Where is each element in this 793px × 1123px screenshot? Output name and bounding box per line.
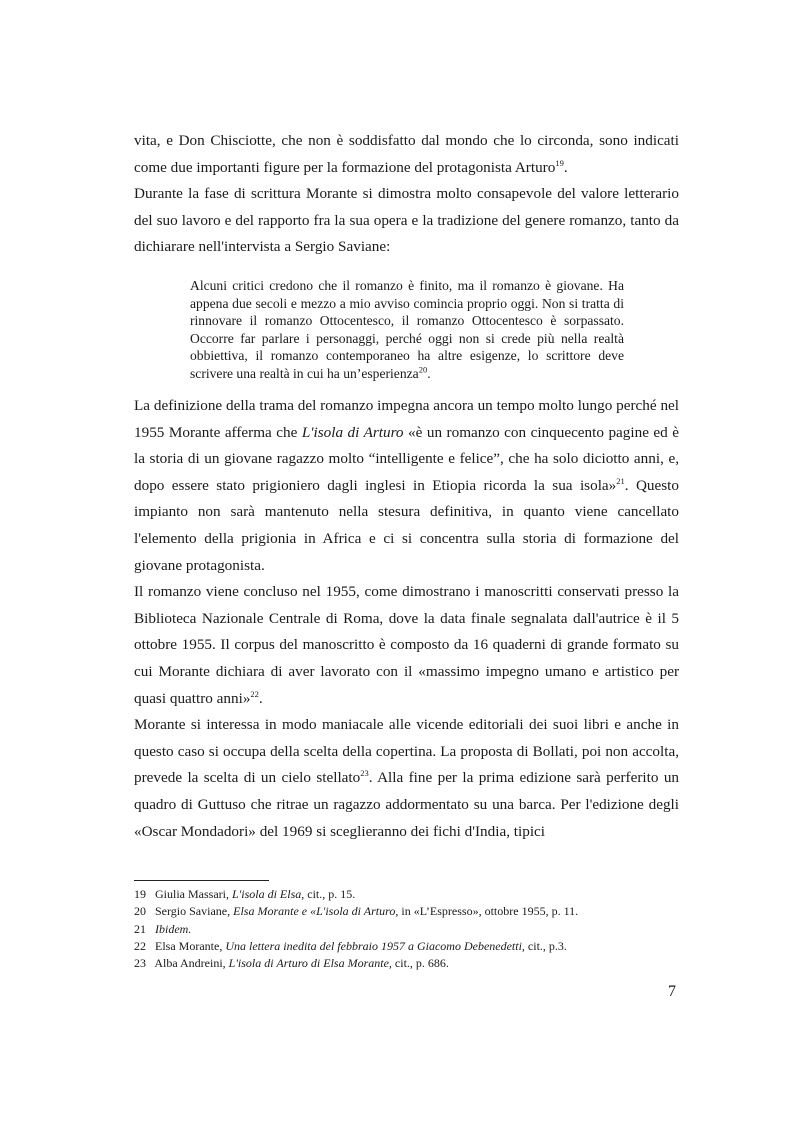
footnote-author: Elsa Morante,	[155, 938, 226, 953]
footnote-title: Ibidem.	[155, 921, 192, 936]
paragraph-2: Durante la fase di scrittura Morante si dimostra molto consapevole del valore letterario del suo lavoro e del rapporto fra la sua opera e la tradizione del genere romanzo, tanto da dichiarare nell'intervista a Sergio Saviane:	[134, 185, 679, 256]
quote-end: .	[427, 365, 431, 381]
paragraph-4-after: .	[258, 689, 263, 707]
footnote-title: L'isola di Elsa,	[232, 887, 305, 901]
footnote-title: Una lettera inedita del febbraio 1957 a Giacomo Debenedetti,	[225, 938, 525, 953]
footnote-author: Sergio Saviane,	[155, 904, 234, 919]
paragraph-3-after: . Questo impianto non sarà mantenuto nella stesura definitiva, in quanto viene cancellato l'elemento della prigionia in Africa e ci si concentra sulla storia di formazione del giovane protagonista.	[134, 476, 679, 574]
paragraph-5	[134, 712, 679, 845]
footnote-title: L'isola di Arturo di Elsa Morante,	[228, 956, 392, 971]
footnote-22	[134, 938, 694, 955]
quote-text: Alcuni critici credono che il romanzo è finito, ma il romanzo è giovane. Ha appena due secoli e mezzo a mio avviso comincia proprio oggi. Non si tratta di rinnovare il romanzo Ottocentesco, il romanzo Ottocentesco è sorpassato. Occorre far parlare i personaggi, perché oggi non si crede più nella realtà obbiettiva, il romanzo contemporaneo ha altre esigenze, lo scrittore deve scrivere una realtà in cui ha un’esperienza	[190, 278, 624, 381]
footnotes-list	[134, 886, 694, 972]
footnote-separator	[134, 880, 269, 881]
footnote-number: 22	[134, 938, 146, 953]
footnote-ref: cit., p. 15.	[304, 887, 356, 901]
paragraph-4	[134, 579, 679, 712]
footnote-ref-20[interactable]: 20	[418, 364, 428, 375]
paragraph-1-text: vita, e Don Chisciotte, che non è soddisfatto dal mondo che lo circonda, sono indicati come due importanti figure per la formazione del protagonista Arturo	[134, 132, 679, 176]
paragraph-1-end: .	[563, 158, 568, 176]
footnote-21	[134, 921, 694, 938]
page-number: 7	[668, 983, 676, 1000]
footnote-ref: cit., p. 686.	[391, 956, 449, 971]
body-text-bottom	[134, 393, 679, 845]
footnote-ref-22[interactable]: 22	[250, 688, 259, 699]
paragraph-1	[134, 128, 679, 181]
footnote-number: 19	[134, 887, 146, 901]
footnote-ref: in «L’Espresso», ottobre 1955, p. 11.	[398, 904, 579, 919]
footnote-author: Alba Andreini,	[154, 956, 229, 971]
paragraph-5-after: . Alla fine per la prima edizione sarà perferito un quadro di Guttuso che ritrae un ragazzo addormentato su una barca. Per l'edizione degli «Oscar Mondadori» del 1969 si sceglieranno dei fichi d'India, tipici	[134, 769, 680, 840]
footnote-20	[134, 903, 694, 920]
paragraph-5-before: Morante si interessa in modo maniacale alle vicende editoriali dei suoi libri e anche in questo caso si occupa della scelta della copertina. La proposta di Bollati, poi non accolta, prevede la scelta di un cielo stellato	[134, 716, 679, 787]
footnote-number: 20	[134, 904, 146, 919]
footnote-number: 23	[134, 956, 146, 971]
footnote-number: 21	[134, 921, 146, 936]
block-quote	[190, 277, 624, 383]
paragraph-3-middle: «è un romanzo con cinquecento pagine ed è la storia di un giovane ragazzo molto “intelligente e felice”, che ha solo diciotto anni, e, dopo essere stato prigioniero dagli inglesi in Etiopia ricorda la sua isola»	[134, 423, 680, 494]
footnote-ref: cit., p.3.	[524, 938, 567, 953]
paragraph-3-title: L'isola di Arturo	[301, 423, 404, 441]
paragraph-4-before: Il romanzo viene concluso nel 1955, come dimostrano i manoscritti conservati presso la Biblioteca Nazionale Centrale di Roma, dove la data finale segnalata dall'autrice è il 5 ottobre 1955. Il corpus del manoscritto è composto da 16 quaderni di grande formato su cui Morante dichiara di aver lavorato con il «massimo impegno umano e artistico per quasi quattro anni»	[134, 583, 679, 707]
footnote-23	[134, 955, 694, 972]
paragraph-3	[134, 393, 679, 579]
footnote-ref-19[interactable]: 19	[555, 157, 564, 168]
footnote-author: Giulia Massari,	[155, 887, 232, 901]
paragraph-3-before: La definizione della trama del romanzo impegna ancora un tempo molto lungo perché nel 1955 Morante afferma che	[134, 397, 679, 441]
footnote-ref-21[interactable]: 21	[616, 475, 625, 486]
footnote-ref-23[interactable]: 23	[360, 768, 369, 779]
footnote-19	[134, 886, 694, 903]
footnote-title: Elsa Morante e «L'isola di Arturo,	[233, 904, 399, 919]
body-text-top	[134, 128, 679, 261]
